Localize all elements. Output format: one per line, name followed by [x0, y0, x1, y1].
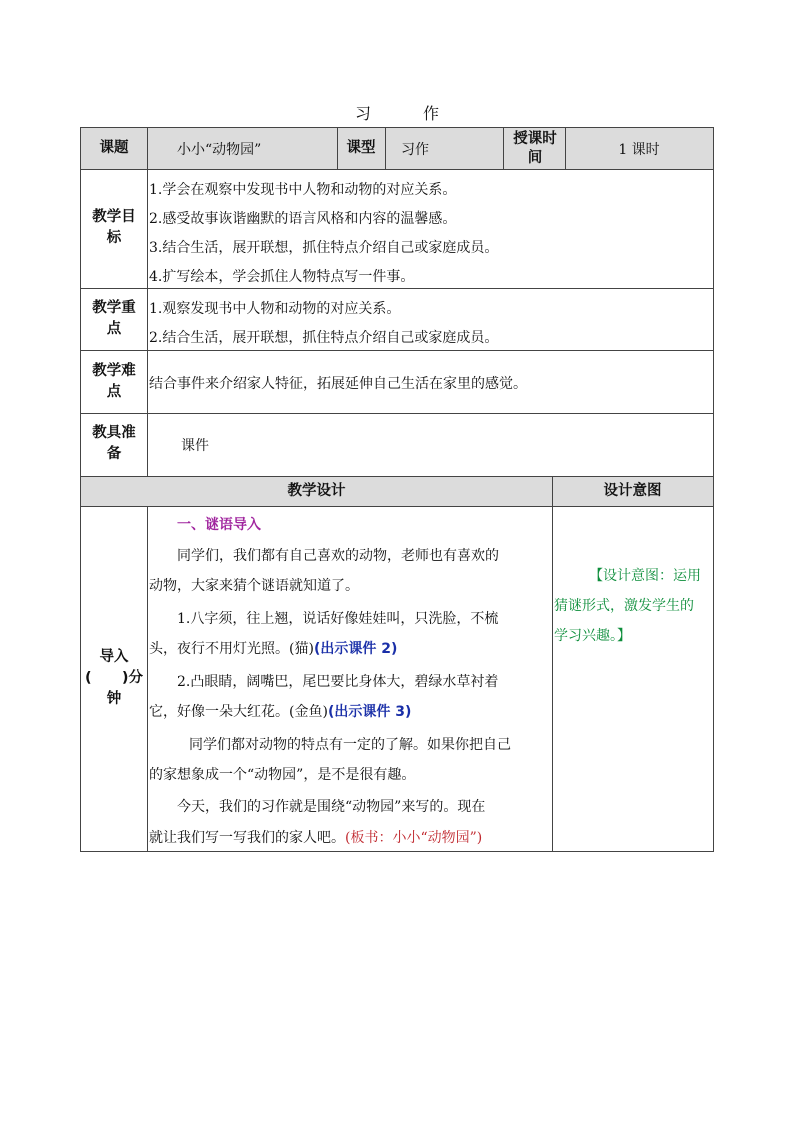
- materials-label: 教具准备: [92, 425, 136, 462]
- document-title: [0, 101, 794, 124]
- paragraph-3-line-1: 今天，我们的习作就是围绕“动物园”来写的。现在: [177, 799, 486, 815]
- key-point-1: 1.观察发现书中人物和动物的对应关系。: [149, 301, 401, 317]
- paragraph-3-line-2: [149, 827, 482, 847]
- riddle-1-line-2: [149, 638, 397, 658]
- paragraph-1-line-2: 动物，大家来猜个谜语就知道了。: [149, 578, 359, 594]
- key-point-2: 2.结合生活，展开联想，抓住特点介绍自己或家庭成员。: [149, 330, 499, 346]
- intent-line-3: 学习兴趣。】: [554, 628, 631, 644]
- riddle-1-cue: (出示课件 2): [313, 641, 398, 657]
- paragraph-2-line-2: 的家想象成一个“动物园”，是不是很有趣。: [149, 767, 416, 783]
- objective-4: 4.扩写绘本，学会抓住人物特点写一件事。: [149, 269, 415, 285]
- board-note: (板书：小小“动物园”): [345, 830, 483, 846]
- paragraph-1-line-1: 同学们，我们都有自己喜欢的动物，老师也有喜欢的: [177, 548, 499, 564]
- section-label: [81, 645, 147, 711]
- key-points-label: 教学重点: [92, 300, 136, 337]
- type-value: 习作: [401, 142, 429, 158]
- materials-text: 课件: [181, 438, 209, 454]
- intent-header: 设计意图: [603, 482, 662, 499]
- difficulties-text: 结合事件来介绍家人特征，拓展延伸自己生活在家里的感觉。: [149, 376, 527, 392]
- intent-line-1: 【设计意图：运用: [589, 568, 701, 584]
- lesson-plan-table: [80, 127, 714, 852]
- design-header: 教学设计: [287, 482, 346, 499]
- title-char-1: 习: [354, 104, 371, 123]
- objective-2: 2.感受故事诙谐幽默的语言风格和内容的温馨感。: [149, 211, 457, 227]
- riddle-2-text: 它，好像一朵大红花。(金鱼): [149, 704, 328, 720]
- section-label-line-3: 钟: [106, 690, 122, 707]
- riddle-1-line-1: 1.八字须，往上翘，说话好像娃娃叫，只洗脸，不梳: [177, 611, 499, 627]
- riddle-2-line-2: [149, 701, 411, 721]
- type-label: 课型: [346, 140, 376, 156]
- section-label-line-1: 导入: [99, 648, 129, 665]
- section-label-line-2: ( )分: [84, 669, 144, 686]
- objective-3: 3.结合生活，展开联想，抓住特点介绍自己或家庭成员。: [149, 240, 499, 256]
- objectives-label: 教学目标: [92, 209, 136, 246]
- riddle-1-text: 头，夜行不用灯光照。(猫): [149, 641, 314, 657]
- section-heading: 一、谜语导入: [177, 517, 261, 533]
- riddle-2-line-1: 2.凸眼睛，阔嘴巴，尾巴要比身体大，碧绿水草衬着: [177, 674, 499, 690]
- paragraph-2-line-1: 同学们都对动物的特点有一定的了解。如果你把自己: [189, 737, 511, 753]
- intent-line-2: 猜谜形式，激发学生的: [554, 598, 694, 614]
- difficulties-label: 教学难点: [92, 363, 136, 400]
- paragraph-3-text: 就让我们写一写我们的家人吧。: [149, 830, 345, 846]
- hours-label: 授课时间: [513, 130, 557, 166]
- objective-1: 1.学会在观察中发现书中人物和动物的对应关系。: [149, 182, 457, 198]
- topic-value: 小小“动物园”: [177, 142, 262, 158]
- riddle-2-cue: (出示课件 3): [327, 704, 412, 720]
- title-char-2: 作: [423, 104, 440, 123]
- topic-label: 课题: [99, 140, 129, 156]
- hours-value: 1 课时: [618, 142, 660, 158]
